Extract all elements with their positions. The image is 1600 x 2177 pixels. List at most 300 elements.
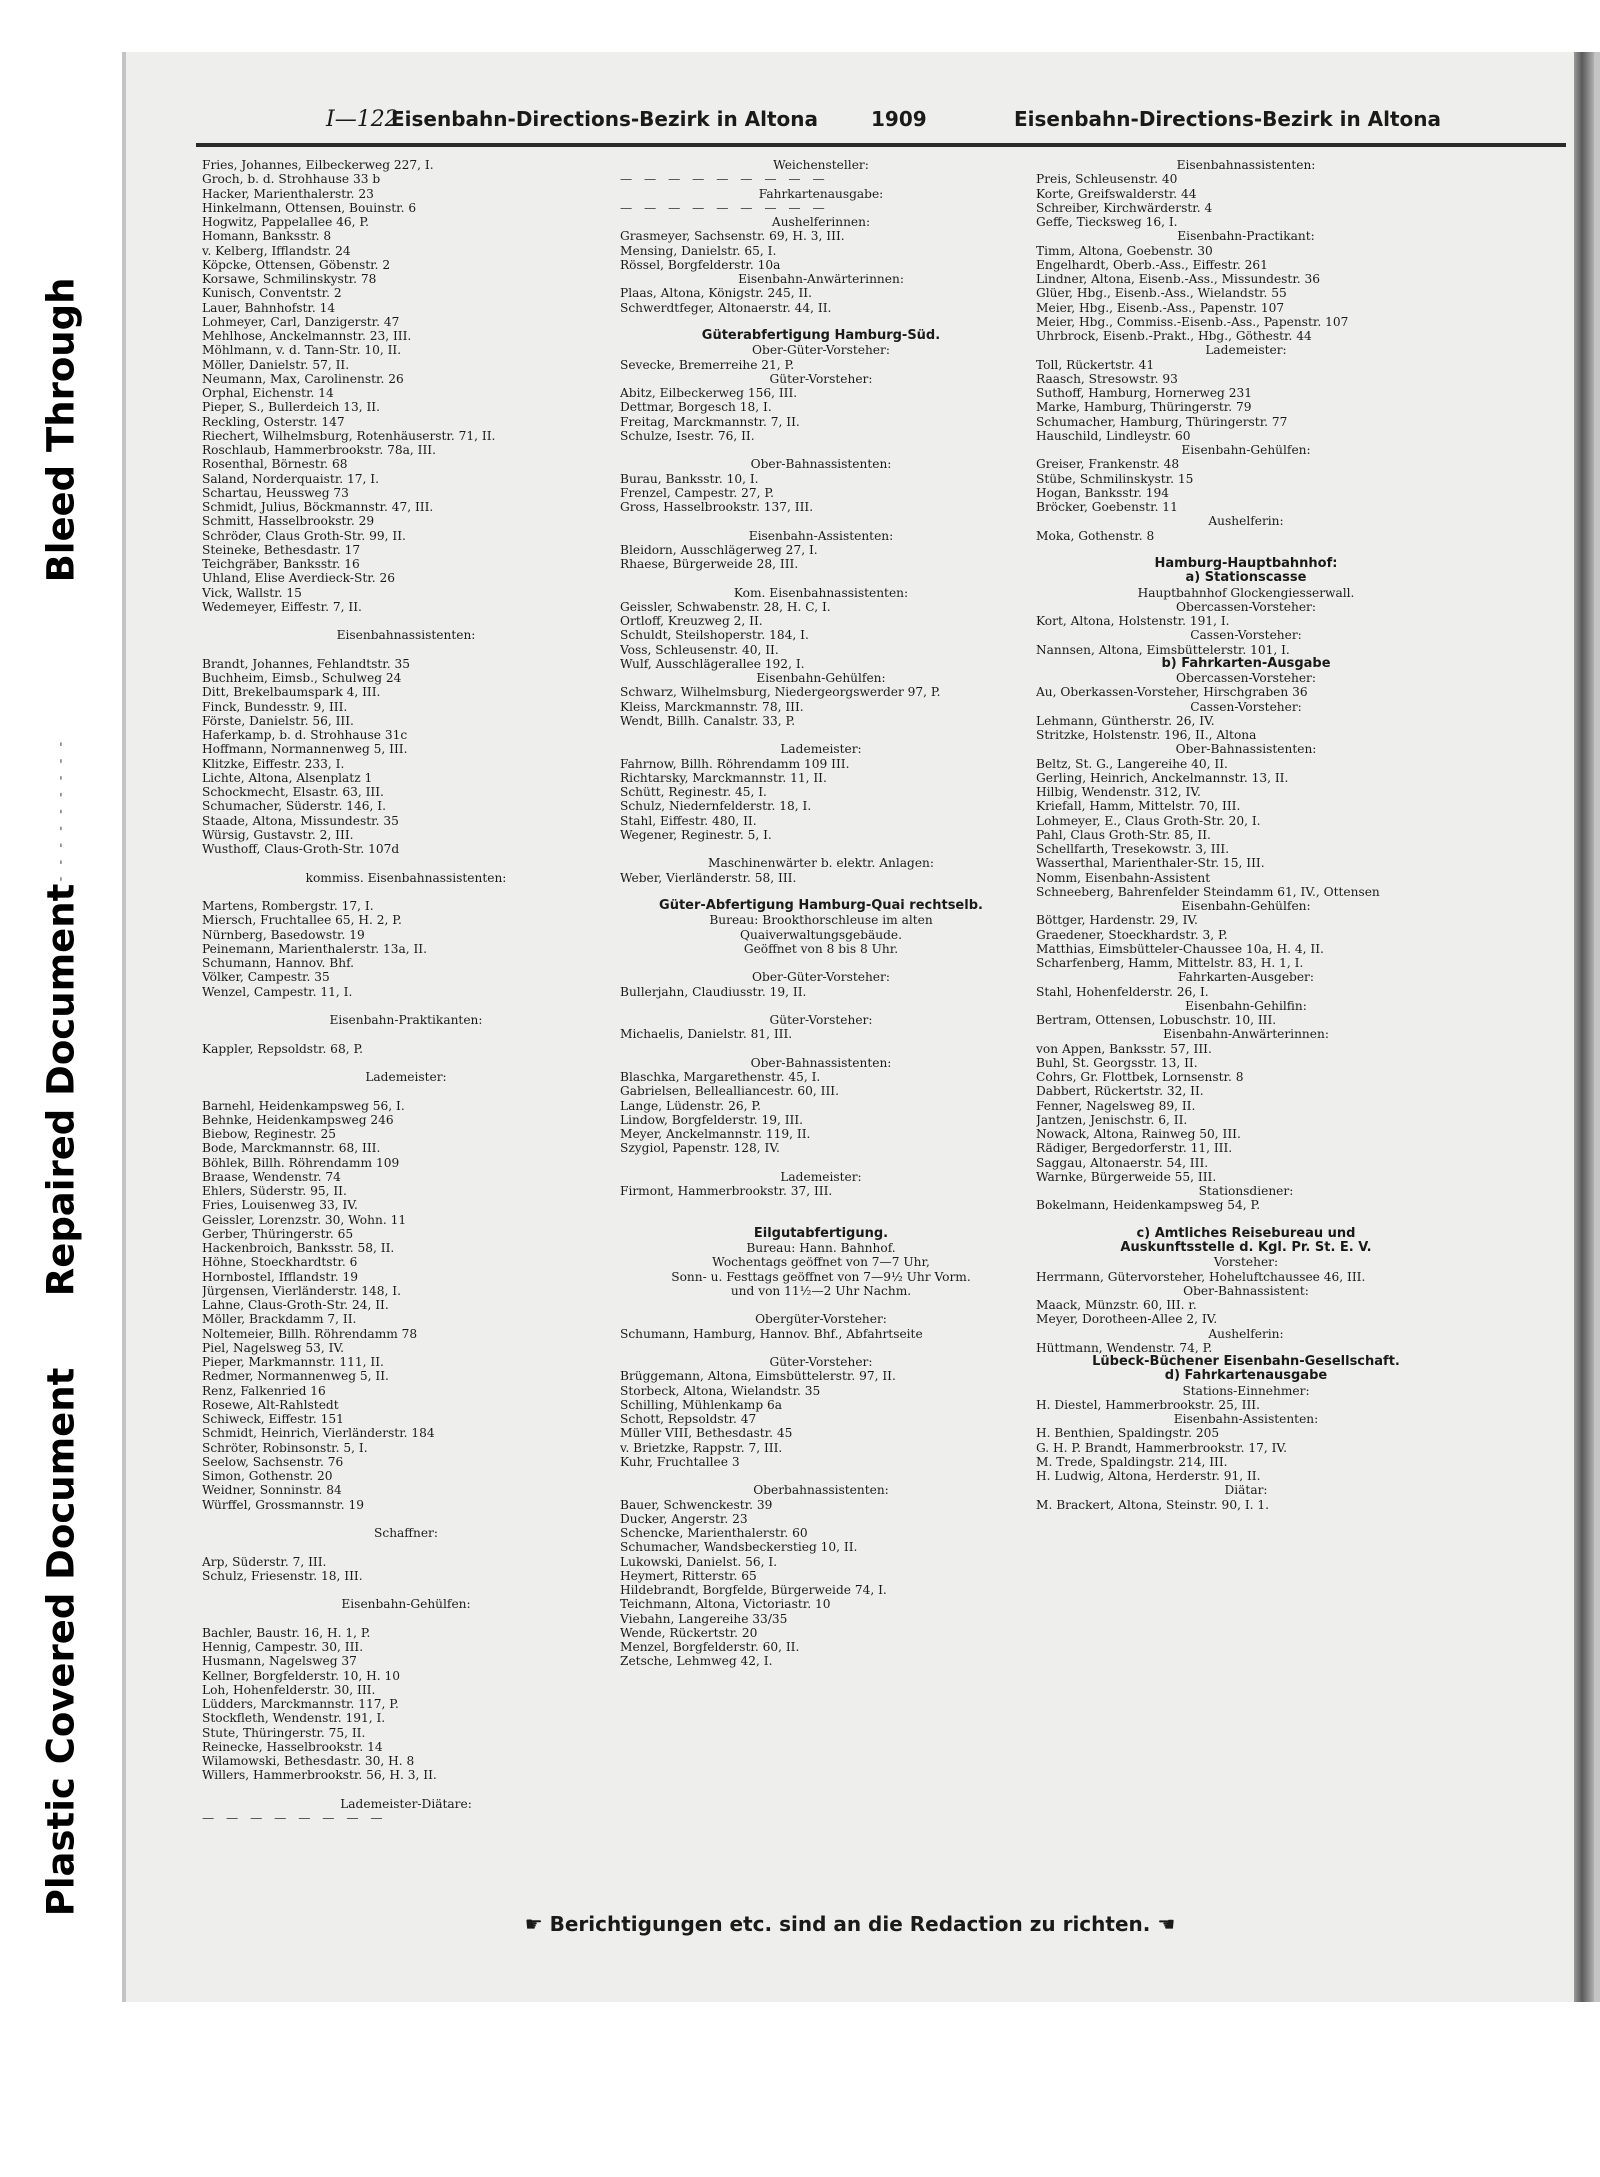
entry-line: Grasmeyer, Sachsenstr. 69, H. 3, III.: [620, 229, 845, 244]
entry-line: Stübe, Schmilinskystr. 15: [1036, 471, 1194, 486]
entry-line: Eisenbahn-Anwärterinnen:: [738, 272, 904, 286]
entry-line: Hilbig, Wendenstr. 312, IV.: [1036, 785, 1201, 799]
entry-line: Buchheim, Eimsb., Schulweg 24: [202, 671, 402, 685]
entry-line: Lohmeyer, Carl, Danzigerstr. 47: [202, 314, 400, 329]
entry-line: Gabrielsen, Bellealliancestr. 60, III.: [620, 1084, 839, 1099]
entry-line: Szygiol, Papenstr. 128, IV.: [620, 1141, 780, 1156]
entry-line: Maschinenwärter b. elektr. Anlagen:: [708, 856, 934, 871]
entry-line: Hamburg-Hauptbahnhof:: [1154, 557, 1338, 571]
entry-line: Wegener, Reginestr. 5, I.: [620, 827, 772, 842]
entry-line: Steineke, Bethesdastr. 17: [202, 542, 361, 557]
entry-line: Korte, Greifswalderstr. 44: [1036, 186, 1197, 201]
blank-line: [620, 1298, 1022, 1312]
entry-line: Freitag, Marckmannstr. 7, II.: [620, 414, 800, 429]
entry-line: Graedener, Stoeckhardstr. 3, P.: [1036, 927, 1228, 942]
entry-line: Möhlmann, v. d. Tann-Str. 10, II.: [202, 343, 402, 358]
entry-line: Wusthoff, Claus-Groth-Str. 107d: [202, 842, 400, 856]
entry-line: Fries, Louisenweg 33, IV.: [202, 1198, 358, 1213]
entry-line: Riechert, Wilhelmsburg, Rotenhäuserstr. 71, II.: [202, 428, 496, 443]
entry-line: Diätar:: [1224, 1483, 1268, 1498]
entry-line: Bureau: Hann. Bahnhof.: [746, 1241, 896, 1255]
entry-line: Ortloff, Kreuzweg 2, II.: [620, 614, 763, 628]
entry-line: Mensing, Danielstr. 65, I.: [620, 243, 777, 258]
entry-line: Meyer, Anckelmannstr. 119, II.: [620, 1127, 811, 1141]
entry-line: Wilamowski, Bethesdastr. 30, H. 8: [202, 1754, 415, 1768]
blank-line: [620, 1198, 1022, 1212]
blank-line: [202, 1084, 610, 1098]
entry-line: Husmann, Nagelsweg 37: [202, 1654, 357, 1669]
entry-line: Plaas, Altona, Königstr. 245, II.: [620, 286, 812, 301]
entry-line: Lahne, Claus-Groth-Str. 24, II.: [202, 1298, 389, 1312]
entry-line: Schulz, Niedernfelderstr. 18, I.: [620, 799, 812, 814]
header-rule: [196, 143, 1566, 147]
entry-line: Redmer, Normannenweg 5, II.: [202, 1369, 389, 1384]
entry-line: Lichte, Altona, Alsenplatz 1: [202, 770, 373, 785]
entry-line: Bureau: Brookthorschleuse im alten: [709, 913, 933, 928]
entry-line: Wochentags geöffnet von 7—7 Uhr,: [712, 1255, 930, 1270]
blank-line: [620, 571, 1022, 585]
entry-line: Stritzke, Holstenstr. 196, II., Altona: [1036, 728, 1257, 742]
entry-line: Suthoff, Hamburg, Hornerweg 231: [1036, 386, 1252, 400]
entry-line: Aushelferinnen:: [771, 215, 871, 229]
entry-line: Blaschka, Margarethenstr. 45, I.: [620, 1070, 821, 1084]
entry-line: Saland, Norderquaistr. 17, I.: [202, 471, 379, 486]
entry-line: Weidner, Sonninstr. 84: [202, 1483, 342, 1498]
entry-line: Lademeister-Diätare:: [340, 1796, 472, 1811]
entry-line: Hacker, Marienthalerstr. 23: [202, 186, 374, 201]
blank-line: [620, 1213, 1022, 1227]
entry-line: Hauptbahnhof Glockengiesserwall.: [1137, 585, 1355, 600]
entry-line: Dettmar, Borgesch 18, I.: [620, 400, 772, 415]
entry-line: Hogwitz, Pappelallee 46, P.: [202, 215, 370, 229]
entry-line: Ober-Güter-Vorsteher:: [752, 343, 890, 358]
entry-line: Hinkelmann, Ottensen, Bouinstr. 6: [202, 200, 417, 215]
entry-line: Simon, Gothenstr. 20: [202, 1469, 333, 1483]
entry-line: Kunisch, Conventstr. 2: [202, 286, 342, 301]
entry-line: Schulze, Isestr. 76, II.: [620, 428, 755, 443]
entry-line: Schreiber, Kirchwärderstr. 4: [1036, 200, 1213, 215]
entry-line: H. Diestel, Hammerbrookstr. 25, III.: [1036, 1397, 1260, 1412]
entry-line: Mehlhose, Anckelmannstr. 23, III.: [202, 329, 412, 343]
entry-line: Schumacher, Süderstr. 146, I.: [202, 799, 386, 814]
entry-line: Güter-Vorsteher:: [769, 1355, 873, 1369]
entry-line: Eisenbahn-Practikant:: [1177, 229, 1315, 244]
entry-line: Saggau, Altonaerstr. 54, III.: [1036, 1155, 1209, 1170]
blank-line: [620, 1341, 1022, 1355]
entry-line: — — — — — — — —: [202, 1811, 387, 1825]
blank-line: [202, 1056, 610, 1070]
entry-line: d) Fahrkartenausgabe: [1164, 1369, 1328, 1384]
entry-line: Teichmann, Altona, Victoriastr. 10: [620, 1597, 831, 1612]
entry-line: Böttger, Hardenstr. 29, IV.: [1036, 913, 1198, 928]
entry-line: Gross, Hasselbrookstr. 137, III.: [620, 500, 814, 514]
entry-line: Würsig, Gustavstr. 2, III.: [202, 827, 354, 842]
entry-line: Güter-Vorsteher:: [769, 1013, 873, 1027]
entry-line: Bode, Marckmannstr. 68, III.: [202, 1141, 381, 1156]
entry-line: kommiss. Eisenbahnassistenten:: [305, 870, 507, 885]
entry-line: Stationsdiener:: [1198, 1184, 1294, 1198]
entry-line: Lindow, Borgfelderstr. 19, III.: [620, 1112, 804, 1127]
entry-line: Obercassen-Vorsteher:: [1176, 671, 1316, 685]
entry-line: Kriefall, Hamm, Mittelstr. 70, III.: [1036, 799, 1241, 814]
entry-line: Eisenbahnassistenten:: [336, 628, 476, 643]
entry-line: Toll, Rückertstr. 41: [1036, 357, 1155, 372]
entry-line: Noltemeier, Billh. Röhrendamm 78: [202, 1326, 418, 1341]
entry-line: — — — — — — — — —: [620, 200, 829, 215]
entry-line: Wasserthal, Marienthaler-Str. 15, III.: [1036, 856, 1265, 871]
entry-line: Böhlek, Billh. Röhrendamm 109: [202, 1155, 400, 1170]
blank-line: [620, 728, 1022, 742]
entry-line: Geöffnet von 8 bis 8 Uhr.: [743, 941, 899, 956]
entry-line: Roschlaub, Hammerbrookstr. 78a, III.: [202, 443, 436, 457]
column-3: [1036, 158, 1456, 1512]
entry-line: Möller, Brackdamm 7, II.: [202, 1312, 357, 1327]
entry-line: Lindner, Altona, Eisenb.-Ass., Missundestr. 36: [1036, 272, 1321, 286]
entry-line: M. Trede, Spaldingstr. 214, III.: [1036, 1454, 1228, 1469]
entry-line: Vick, Wallstr. 15: [202, 585, 302, 600]
entry-line: Ditt, Brekelbaumspark 4, III.: [202, 685, 381, 700]
blank-line: [202, 1027, 610, 1041]
entry-line: Schuldt, Steilshoperstr. 184, I.: [620, 628, 809, 643]
entry-line: Cassen-Vorsteher:: [1190, 628, 1302, 643]
entry-line: Schütt, Reginestr. 45, I.: [620, 785, 767, 799]
blank-line: [202, 643, 610, 657]
entry-line: Möller, Danielstr. 57, II.: [202, 357, 350, 372]
entry-line: Martens, Rombergstr. 17, I.: [202, 899, 374, 913]
entry-line: Barnehl, Heidenkampsweg 56, I.: [202, 1098, 405, 1113]
blank-line: [202, 856, 610, 870]
entry-line: Lohmeyer, E., Claus Groth-Str. 20, I.: [1036, 813, 1261, 828]
entry-line: Wedemeyer, Eiffestr. 7, II.: [202, 599, 362, 614]
entry-line: Pahl, Claus Groth-Str. 85, II.: [1036, 827, 1211, 842]
entry-line: Ducker, Angerstr. 23: [620, 1511, 748, 1526]
entry-line: Sonn- u. Festtags geöffnet von 7—9½ Uhr Vorm.: [671, 1269, 971, 1284]
entry-line: Schwerdtfeger, Altonaerstr. 44, II.: [620, 300, 832, 315]
entry-line: Lehmann, Güntherstr. 26, IV.: [1036, 713, 1215, 728]
entry-line: Klitzke, Eiffestr. 233, I.: [202, 756, 345, 771]
entry-line: Eisenbahnassistenten:: [1176, 158, 1316, 172]
entry-line: Güterabfertigung Hamburg-Süd.: [701, 329, 941, 343]
blank-line: [202, 999, 610, 1013]
entry-line: Heymert, Ritterstr. 65: [620, 1568, 757, 1583]
blank-line: [202, 1540, 610, 1554]
blank-line: [202, 1512, 610, 1526]
entry-line: Bröcker, Goebenstr. 11: [1036, 500, 1178, 514]
page-number: I—122: [326, 107, 399, 132]
entry-line: Behnke, Heidenkampsweg 246: [202, 1112, 394, 1127]
entry-line: Engelhardt, Oberb.-Ass., Eiffestr. 261: [1036, 257, 1268, 272]
entry-line: Brüggemann, Altona, Eimsbüttelerstr. 97, II.: [620, 1369, 896, 1384]
entry-line: Bleidorn, Ausschlägerweg 27, I.: [620, 542, 818, 557]
entry-line: Schumacher, Hamburg, Thüringerstr. 77: [1036, 414, 1288, 429]
entry-line: Piel, Nagelsweg 53, IV.: [202, 1340, 344, 1355]
page-header: [196, 107, 1566, 147]
entry-line: Würffel, Grossmannstr. 19: [202, 1497, 365, 1512]
column-1: [202, 158, 610, 1825]
entry-line: v. Kelberg, Ifflandstr. 24: [202, 243, 351, 258]
entry-line: Obergüter-Vorsteher:: [755, 1312, 887, 1327]
entry-line: c) Amtliches Reisebureau und: [1136, 1226, 1356, 1241]
entry-line: Schwarz, Wilhelmsburg, Niedergeorgswerder 97, P.: [620, 685, 941, 700]
entry-line: Frenzel, Campestr. 27, P.: [620, 485, 775, 500]
entry-line: Lüdders, Marckmannstr. 117, P.: [202, 1697, 399, 1711]
entry-line: M. Brackert, Altona, Steinstr. 90, I. 1.: [1036, 1497, 1270, 1512]
entry-line: und von 11½—2 Uhr Nachm.: [730, 1283, 912, 1298]
entry-line: Rosenthal, Börnestr. 68: [202, 457, 348, 472]
entry-line: Storbeck, Altona, Wielandstr. 35: [620, 1383, 821, 1398]
entry-line: b) Fahrkarten-Ausgabe: [1161, 656, 1331, 671]
blank-line: [620, 1042, 1022, 1056]
entry-line: Bertram, Ottensen, Lobuschstr. 10, III.: [1036, 1013, 1277, 1027]
entry-line: Eisenbahn-Gehilfin:: [1185, 998, 1307, 1013]
entry-line: Neumann, Max, Carolinenstr. 26: [202, 371, 404, 386]
entry-line: Matthias, Eimsbütteler-Chaussee 10a, H. 4, II.: [1036, 941, 1324, 956]
entry-line: Michaelis, Danielstr. 81, III.: [620, 1027, 793, 1042]
entry-line: Schmitt, Hasselbrookstr. 29: [202, 514, 375, 529]
footer-note: ☛ Berichtigungen etc. sind an die Redaction zu richten. ☚: [524, 1912, 1176, 1936]
entry-line: Müller VIII, Bethesdastr. 45: [620, 1426, 793, 1441]
entry-line: G. H. P. Brandt, Hammerbrookstr. 17, IV.: [1036, 1440, 1287, 1455]
entry-line: Eisenbahn-Anwärterinnen:: [1163, 1027, 1329, 1042]
header-year: 1909: [871, 107, 927, 131]
entry-line: Ober-Bahnassistent:: [1183, 1283, 1309, 1298]
entry-line: Fahrkartenausgabe:: [758, 186, 884, 201]
entry-line: Wenzel, Campestr. 11, I.: [202, 984, 353, 999]
blank-line: [202, 1783, 610, 1797]
entry-line: Stockfleth, Wendenstr. 191, I.: [202, 1711, 386, 1726]
entry-line: Meyer, Dorotheen-Allee 2, IV.: [1036, 1312, 1218, 1327]
entry-line: Nowack, Altona, Rainweg 50, III.: [1036, 1127, 1241, 1141]
entry-line: Wulf, Ausschlägerallee 192, I.: [620, 656, 805, 671]
entry-line: Förste, Danielstr. 56, III.: [202, 713, 354, 728]
blank-line: [1036, 543, 1456, 557]
entry-line: Ehlers, Süderstr. 95, II.: [202, 1184, 347, 1198]
entry-line: Rössel, Borgfelderstr. 10a: [620, 257, 781, 272]
entry-line: Schellfarth, Tresekowstr. 3, III.: [1036, 842, 1230, 856]
entry-line: Raasch, Stresowstr. 93: [1036, 371, 1178, 386]
entry-line: Sevecke, Bremerreihe 21, P.: [620, 357, 795, 372]
entry-line: Eisenbahn-Gehülfen:: [756, 671, 886, 685]
binding-edge: [1574, 52, 1594, 2002]
entry-line: Ober-Bahnassistenten:: [750, 1055, 892, 1070]
paper-sheet: [126, 52, 1574, 2002]
entry-line: Nannsen, Altona, Eimsbüttelerstr. 101, I.: [1036, 642, 1290, 657]
entry-line: Ober-Güter-Vorsteher:: [752, 970, 890, 985]
entry-line: Schott, Repsoldstr. 47: [620, 1412, 757, 1426]
entry-line: Eisenbahn-Praktikanten:: [329, 1013, 483, 1027]
entry-line: H. Benthien, Spaldingstr. 205: [1036, 1426, 1220, 1441]
entry-line: Nomm, Eisenbahn-Assistent: [1036, 870, 1211, 885]
entry-line: Oberbahnassistenten:: [753, 1483, 889, 1498]
entry-line: Reinecke, Hasselbrookstr. 14: [202, 1739, 383, 1754]
entry-line: Au, Oberkassen-Vorsteher, Hirschgraben 36: [1036, 685, 1308, 700]
entry-line: Schneeberg, Bahrenfelder Steindamm 61, IV., Ottensen: [1036, 884, 1380, 899]
blank-line: [202, 614, 610, 628]
entry-line: Schiweck, Eiffestr. 151: [202, 1412, 344, 1426]
entry-line: Dabbert, Rückertstr. 32, II.: [1036, 1084, 1204, 1099]
entry-line: Firmont, Hammerbrookstr. 37, III.: [620, 1184, 833, 1198]
entry-line: Eilgutabfertigung.: [753, 1226, 889, 1241]
entry-line: Kleiss, Marckmannstr. 78, III.: [620, 699, 804, 714]
entry-line: Nürnberg, Basedowstr. 19: [202, 927, 365, 942]
entry-line: Eisenbahn-Gehülfen:: [1181, 443, 1311, 457]
entry-line: Schilling, Mühlenkamp 6a: [620, 1397, 783, 1412]
entry-line: Lübeck-Büchener Eisenbahn-Gesellschaft.: [1092, 1355, 1400, 1369]
entry-line: Kappler, Repsoldstr. 68, P.: [202, 1041, 364, 1056]
entry-line: Seelow, Sachsenstr. 76: [202, 1454, 344, 1469]
entry-line: Schumann, Hannov. Bhf.: [202, 956, 355, 970]
entry-line: Herrmann, Gütervorsteher, Hoheluftchaussee 46, III.: [1036, 1269, 1366, 1284]
entry-line: Schumacher, Wandsbeckerstieg 10, II.: [620, 1540, 858, 1555]
entry-line: a) Stationscasse: [1185, 571, 1307, 586]
entry-line: Hackenbroich, Banksstr. 58, II.: [202, 1241, 395, 1255]
entry-line: Aushelferin:: [1208, 1326, 1284, 1341]
entry-line: Fries, Johannes, Eilbeckerweg 227, I.: [202, 158, 434, 172]
entry-line: Jantzen, Jenischstr. 6, II.: [1036, 1112, 1188, 1127]
entry-line: Weichensteller:: [773, 158, 869, 172]
entry-line: Ober-Bahnassistenten:: [1175, 742, 1317, 757]
column-2: [620, 158, 1022, 1669]
entry-line: Schockmecht, Elsastr. 63, III.: [202, 785, 384, 799]
blank-line: [620, 1469, 1022, 1483]
entry-line: Haferkamp, b. d. Strohhause 31c: [202, 728, 408, 742]
entry-line: Preis, Schleusenstr. 40: [1036, 172, 1178, 187]
entry-line: Orphal, Eichenstr. 14: [202, 386, 334, 400]
entry-line: Geissler, Schwabenstr. 28, H. C, I.: [620, 599, 831, 614]
entry-line: Schmidt, Heinrich, Vierländerstr. 184: [202, 1426, 435, 1441]
entry-line: Kuhr, Fruchtallee 3: [620, 1454, 740, 1469]
entry-line: Pieper, S., Bullerdeich 13, II.: [202, 400, 380, 415]
entry-line: Jürgensen, Vierländerstr. 148, I.: [202, 1283, 401, 1298]
entry-line: Geffe, Tiecksweg 16, I.: [1036, 215, 1178, 229]
entry-line: Lukowski, Danielst. 56, I.: [620, 1554, 778, 1569]
entry-line: Meier, Hbg., Eisenb.-Ass., Papenstr. 107: [1036, 300, 1285, 315]
entry-line: Fenner, Nagelsweg 89, II.: [1036, 1098, 1196, 1113]
entry-line: Uhland, Elise Averdieck-Str. 26: [202, 571, 395, 586]
entry-line: Staade, Altona, Missundestr. 35: [202, 813, 399, 828]
entry-line: Peinemann, Marienthalerstr. 13a, II.: [202, 941, 427, 956]
entry-line: Hüttmann, Wendenstr. 74, P.: [1036, 1340, 1213, 1355]
entry-line: Lauer, Bahnhofstr. 14: [202, 300, 336, 315]
entry-line: Timm, Altona, Goebenstr. 30: [1036, 243, 1213, 258]
entry-line: Ober-Bahnassistenten:: [750, 457, 892, 472]
entry-line: Eisenbahn-Gehülfen:: [341, 1597, 471, 1612]
entry-line: Lademeister:: [780, 1169, 862, 1184]
entry-line: Miersch, Fruchtallee 65, H. 2, P.: [202, 913, 402, 928]
entry-line: Obercassen-Vorsteher:: [1176, 599, 1316, 614]
blank-line: [202, 885, 610, 899]
entry-line: Fahrnow, Billh. Röhrendamm 109 III.: [620, 756, 850, 771]
blank-line: [1036, 1213, 1456, 1227]
entry-line: Wende, Rückertstr. 20: [620, 1625, 758, 1640]
blank-line: [620, 885, 1022, 899]
entry-line: Eisenbahn-Assistenten:: [748, 528, 894, 543]
entry-line: Rhaese, Bürgerweide 28, III.: [620, 557, 799, 571]
entry-line: Stahl, Hohenfelderstr. 26, I.: [1036, 984, 1209, 999]
entry-line: Maack, Münzstr. 60, III. r.: [1036, 1298, 1197, 1312]
entry-line: Burau, Banksstr. 10, I.: [620, 471, 759, 486]
entry-line: Marke, Hamburg, Thüringerstr. 79: [1036, 400, 1252, 415]
entry-line: Viebahn, Langereihe 33/35: [620, 1611, 788, 1626]
entry-line: Bullerjahn, Claudiusstr. 19, II.: [620, 984, 807, 999]
entry-line: Hogan, Banksstr. 194: [1036, 485, 1169, 500]
entry-line: Hildebrandt, Borgfelde, Bürgerweide 74, I.: [620, 1583, 887, 1597]
entry-line: Quaiverwaltungsgebäude.: [740, 927, 902, 942]
entry-line: Köpcke, Ottensen, Göbenstr. 2: [202, 257, 391, 272]
blank-line: [620, 999, 1022, 1013]
entry-line: Glüer, Hbg., Eisenb.-Ass., Wielandstr. 55: [1036, 286, 1287, 301]
entry-line: Willers, Hammerbrookstr. 56, H. 3, II.: [202, 1768, 437, 1783]
blank-line: [620, 956, 1022, 970]
entry-line: Schmidt, Julius, Böckmannstr. 47, III.: [202, 500, 434, 514]
header-left-title: Eisenbahn-Directions-Bezirk in Altona: [391, 107, 819, 131]
entry-line: Schulz, Friesenstr. 18, III.: [202, 1568, 363, 1583]
entry-line: Stahl, Eiffestr. 480, II.: [620, 813, 757, 828]
entry-line: Warnke, Bürgerweide 55, III.: [1036, 1169, 1217, 1184]
entry-line: Bauer, Schwenckestr. 39: [620, 1497, 773, 1512]
entry-line: Pieper, Markmannstr. 111, II.: [202, 1355, 384, 1369]
entry-line: Teichgräber, Banksstr. 16: [202, 557, 360, 571]
label-separator: - - - - - - - - - -: [53, 739, 69, 901]
entry-line: Hennig, Campestr. 30, III.: [202, 1640, 364, 1654]
entry-line: Renz, Falkenried 16: [202, 1383, 326, 1398]
entry-line: Kellner, Borgfelderstr. 10, H. 10: [202, 1668, 400, 1683]
entry-line: Rädiger, Bergedorferstr. 11, III.: [1036, 1141, 1233, 1156]
entry-line: Eisenbahn-Gehülfen:: [1181, 899, 1311, 913]
entry-line: Kom. Eisenbahnassistenten:: [733, 585, 909, 600]
blank-line: [202, 1612, 610, 1626]
entry-line: Moka, Gothenstr. 8: [1036, 528, 1155, 543]
entry-line: Fahrkarten-Ausgeber:: [1178, 970, 1314, 985]
scanned-page: [122, 52, 1600, 2002]
blank-line: [620, 1156, 1022, 1170]
entry-line: Homann, Banksstr. 8: [202, 229, 332, 244]
entry-line: Abitz, Eilbeckerweg 156, III.: [620, 386, 798, 400]
blank-line: [620, 315, 1022, 329]
blank-line: [620, 443, 1022, 457]
entry-line: Brandt, Johannes, Fehlandtstr. 35: [202, 656, 411, 671]
label-bleed-through: Bleed Through: [39, 277, 83, 583]
entry-line: Uhrbrock, Eisenb.-Prakt., Hbg., Göthestr. 44: [1036, 329, 1312, 343]
entry-line: Loh, Hohenfelderstr. 30, III.: [202, 1682, 376, 1697]
entry-line: Wendt, Billh. Canalstr. 33, P.: [620, 713, 796, 728]
entry-line: Schartau, Heussweg 73: [202, 485, 349, 500]
entry-line: Zetsche, Lehmweg 42, I.: [620, 1654, 773, 1669]
entry-line: Rosewe, Alt-Rahlstedt: [202, 1397, 339, 1412]
entry-line: H. Ludwig, Altona, Herderstr. 91, II.: [1036, 1469, 1261, 1483]
entry-line: Buhl, St. Georgsstr. 13, II.: [1036, 1055, 1198, 1070]
entry-line: von Appen, Banksstr. 57, III.: [1036, 1041, 1212, 1056]
entry-line: Biebow, Reginestr. 25: [202, 1127, 336, 1141]
entry-line: Gerling, Heinrich, Anckelmannstr. 13, II.: [1036, 770, 1289, 785]
entry-line: Auskunftsstelle d. Kgl. Pr. St. E. V.: [1120, 1241, 1372, 1255]
entry-line: Völker, Campestr. 35: [202, 970, 330, 985]
entry-line: Aushelferin:: [1208, 514, 1284, 529]
entry-line: Eisenbahn-Assistenten:: [1173, 1412, 1319, 1426]
entry-line: Weber, Vierländerstr. 58, III.: [620, 870, 797, 885]
entry-line: Lange, Lüdenstr. 26, P.: [620, 1098, 762, 1113]
blank-line: [620, 514, 1022, 528]
entry-line: v. Brietzke, Rappstr. 7, III.: [620, 1440, 783, 1455]
blank-line: [620, 842, 1022, 856]
entry-line: Greiser, Frankenstr. 48: [1036, 457, 1180, 472]
entry-line: Hornbostel, Ifflandstr. 19: [202, 1269, 358, 1284]
entry-line: Stations-Einnehmer:: [1182, 1383, 1310, 1398]
entry-line: Gerber, Thüringerstr. 65: [202, 1226, 354, 1241]
label-repaired-document: Repaired Document: [39, 883, 83, 1297]
entry-line: Voss, Schleusenstr. 40, II.: [620, 642, 779, 657]
entry-line: Reckling, Osterstr. 147: [202, 414, 345, 429]
